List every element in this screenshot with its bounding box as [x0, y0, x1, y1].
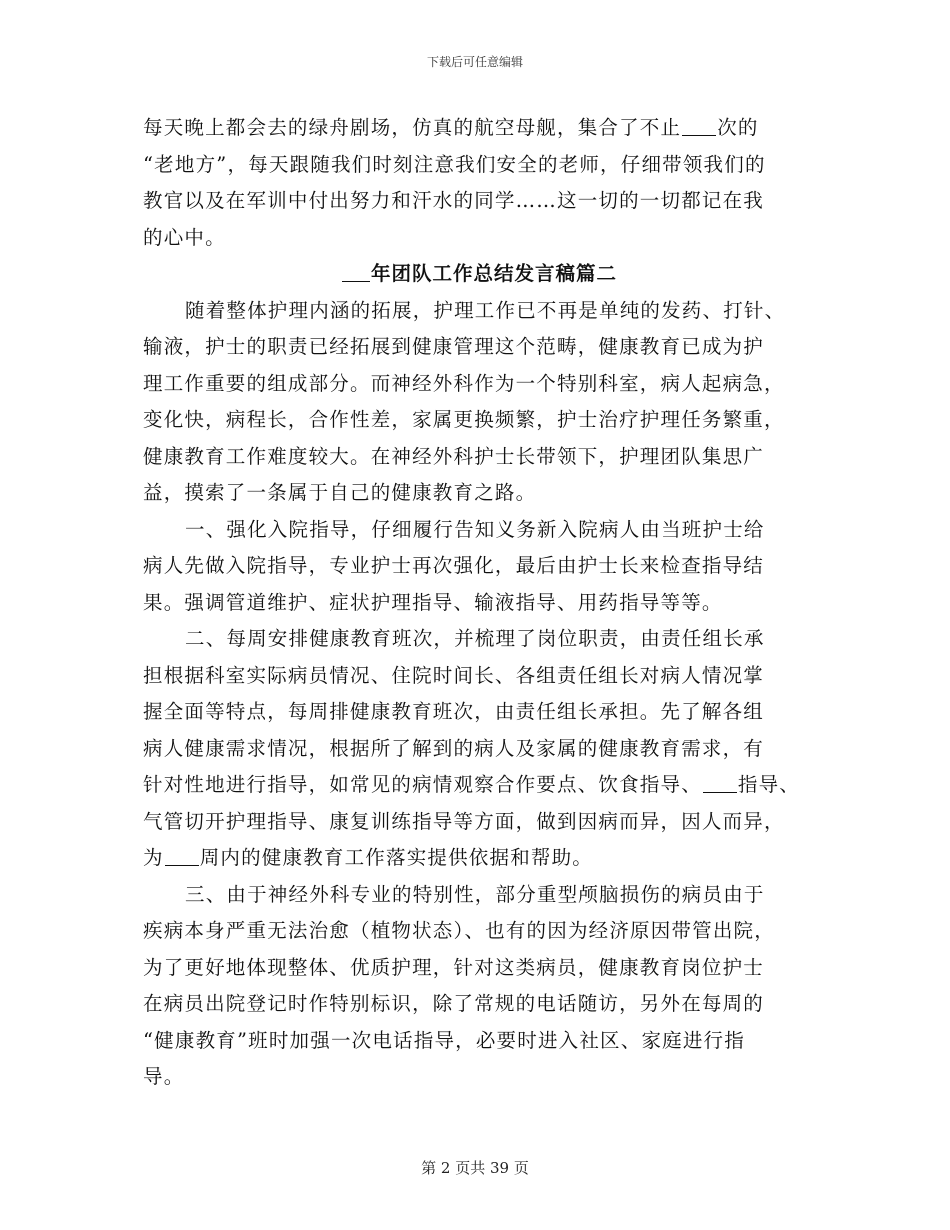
text-line: 变化快，病程长，合作性差，家属更换频繁，护士治疗护理任务繁重， — [143, 408, 785, 431]
page-footer: 第 2 页共 39 页 — [421, 1159, 529, 1177]
text-line: “健康教育”班时加强一次电话指导，必要时进入社区、家庭进行指 — [143, 1028, 745, 1052]
text-line: 针对性地进行指导，如常见的病情观察合作要点、饮食指导、 指导、 — [143, 773, 801, 796]
section-title: 年团队工作总结发言稿篇二 — [143, 258, 815, 295]
text-line: 担根据科室实际病员情况、住院时间长、各组责任组长对病人情况掌 — [143, 663, 765, 687]
text-line: 握全面等特点，每周排健康教育班次，由责任组长承担。先了解各组 — [143, 700, 765, 723]
document-body — [143, 112, 815, 1098]
text-line: 在病员出院登记时作特别标识，除了常规的电话随访，另外在每周的 — [143, 992, 765, 1015]
text-line: 每天晚上都会去的绿舟剧场，仿真的航空母舰，集合了不止 次的 — [143, 116, 759, 139]
text-line: 三、由于神经外科专业的特别性，部分重型颅脑损伤的病员由于 — [185, 882, 765, 906]
text-line: 二、每周安排健康教育班次，并梳理了岗位职责，由责任组长承 — [185, 627, 765, 650]
text-line: 为了更好地体现整体、优质护理，针对这类病员，健康教育岗位护士 — [143, 955, 765, 979]
text-line: 气管切开护理指导、康复训练指导等方面，做到因病而异，因人而异， — [143, 809, 785, 833]
fill-blank — [703, 772, 737, 793]
page-header: 下载后可任意编辑 — [426, 55, 523, 69]
text-line: 疾病本身严重无法治愈（植物状态）、也有的因为经济原因带管出院， — [143, 919, 775, 942]
text-line: 为 周内的健康教育工作落实提供依据和帮助。 — [143, 846, 594, 869]
fill-blank — [342, 261, 370, 282]
text-line: 益，摸索了一条属于自己的健康教育之路。 — [143, 481, 537, 504]
fill-blank — [682, 115, 716, 136]
fill-blank — [165, 845, 199, 866]
text-line: 果。强调管道维护、症状护理指导、输液指导、用药指导等等。 — [143, 590, 723, 614]
text-line: 病人先做入院指导，专业护士再次强化，最后由护士长来检查指导结 — [143, 554, 765, 577]
text-line: 的心中。 — [143, 225, 226, 249]
text-line: 教官以及在军训中付出努力和汗水的同学……这一切的一切都记在我 — [143, 189, 765, 212]
text-line: 随着整体护理内涵的拓展，护理工作已不再是单纯的发药、打针、 — [185, 298, 786, 322]
paragraph-continued — [143, 112, 815, 258]
text-line: 导。 — [143, 1065, 185, 1088]
paragraph-item-1 — [143, 514, 815, 624]
text-line: 输液，护士的职责已经拓展到健康管理这个范畴，健康教育已成为护 — [143, 335, 765, 358]
paragraph-item-3 — [143, 879, 815, 1098]
paragraph-intro — [143, 295, 815, 514]
paragraph-item-2 — [143, 623, 815, 879]
text-line: 理工作重要的组成部分。而神经外科作为一个特别科室，病人起病急， — [143, 371, 785, 395]
text-line: 健康教育工作难度较大。在神经外科护士长带领下，护理团队集思广 — [143, 444, 765, 468]
text-line: 病人健康需求情况，根据所了解到的病人及家属的健康教育需求，有 — [143, 736, 765, 760]
text-line: “老地方”，每天跟随我们时刻注意我们安全的老师，仔细带领我们的 — [143, 152, 766, 176]
text-line: 一、强化入院指导，仔细履行告知义务新入院病人由当班护士给 — [185, 517, 765, 541]
